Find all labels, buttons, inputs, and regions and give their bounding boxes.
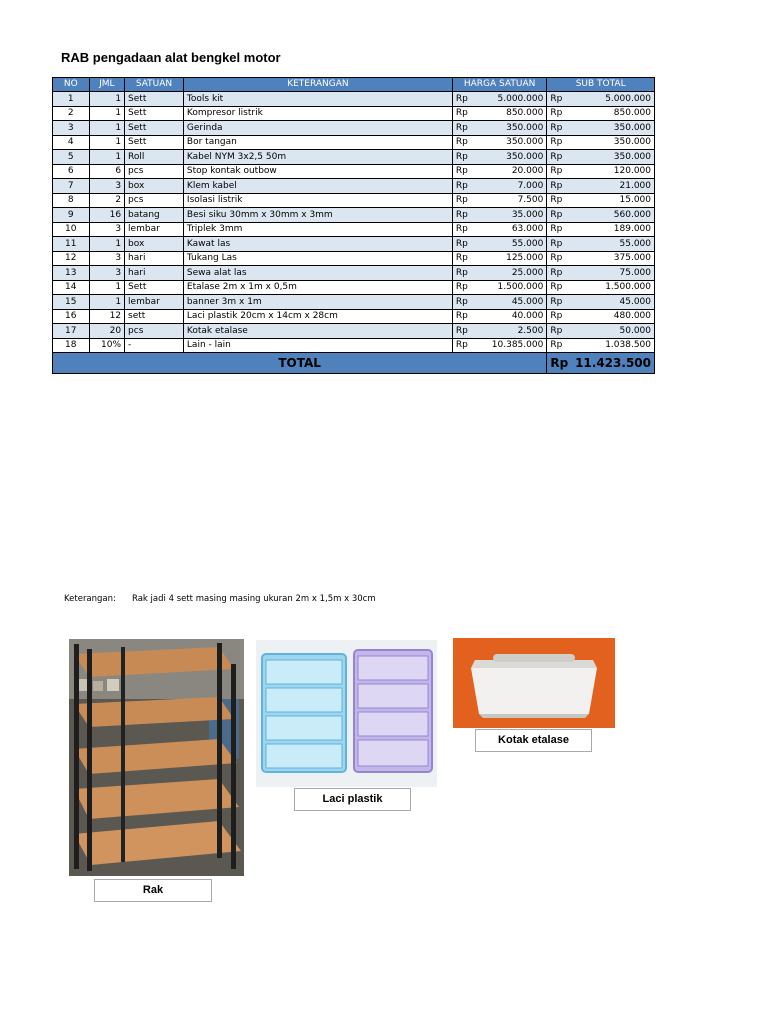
table-total-row <box>53 353 655 374</box>
cell-subtotal-currency: Rp <box>547 208 569 223</box>
cell-harga-satuan: 63.000 <box>475 222 547 237</box>
cell-sub-total: 189.000 <box>569 222 654 237</box>
cell-satuan: - <box>125 338 184 353</box>
table-header-row <box>53 78 655 92</box>
cell-harga-satuan: 40.000 <box>475 309 547 324</box>
cell-jml: 16 <box>89 208 125 223</box>
cell-sub-total: 5.000.000 <box>569 92 654 107</box>
cell-harga-satuan: 350.000 <box>475 135 547 150</box>
table-row <box>53 179 655 194</box>
cell-harga-satuan: 25.000 <box>475 266 547 281</box>
cell-harga-satuan: 7.000 <box>475 179 547 194</box>
cell-no: 3 <box>53 121 90 136</box>
cell-harga-currency: Rp <box>452 266 474 281</box>
cell-harga-currency: Rp <box>452 324 474 339</box>
cell-no: 5 <box>53 150 90 165</box>
header-sub-total: SUB TOTAL <box>547 78 655 92</box>
cell-keterangan: Besi siku 30mm x 30mm x 3mm <box>183 208 452 223</box>
cell-subtotal-currency: Rp <box>547 266 569 281</box>
cell-harga-currency: Rp <box>452 135 474 150</box>
cell-sub-total: 375.000 <box>569 251 654 266</box>
cell-keterangan: banner 3m x 1m <box>183 295 452 310</box>
cell-jml: 3 <box>89 222 125 237</box>
cell-jml: 1 <box>89 295 125 310</box>
cell-harga-currency: Rp <box>452 280 474 295</box>
cell-subtotal-currency: Rp <box>547 222 569 237</box>
cell-no: 13 <box>53 266 90 281</box>
cell-harga-satuan: 35.000 <box>475 208 547 223</box>
cell-keterangan: Tools kit <box>183 92 452 107</box>
cell-subtotal-currency: Rp <box>547 150 569 165</box>
cell-harga-currency: Rp <box>452 251 474 266</box>
kotak-caption: Kotak etalase <box>475 729 592 752</box>
cell-satuan: hari <box>125 266 184 281</box>
cell-jml: 3 <box>89 266 125 281</box>
cell-sub-total: 350.000 <box>569 121 654 136</box>
header-satuan: SATUAN <box>125 78 184 92</box>
cell-subtotal-currency: Rp <box>547 121 569 136</box>
cell-subtotal-currency: Rp <box>547 280 569 295</box>
cell-no: 6 <box>53 164 90 179</box>
note <box>64 594 376 604</box>
cell-sub-total: 45.000 <box>569 295 654 310</box>
cell-satuan: hari <box>125 251 184 266</box>
cell-no: 15 <box>53 295 90 310</box>
cell-harga-satuan: 7.500 <box>475 193 547 208</box>
table-body <box>53 92 655 353</box>
rak-caption: Rak <box>94 879 212 902</box>
cell-satuan: pcs <box>125 193 184 208</box>
cell-sub-total: 480.000 <box>569 309 654 324</box>
cell-harga-currency: Rp <box>452 309 474 324</box>
cell-no: 9 <box>53 208 90 223</box>
cell-subtotal-currency: Rp <box>547 338 569 353</box>
cell-sub-total: 350.000 <box>569 150 654 165</box>
table-row <box>53 164 655 179</box>
cell-keterangan: Triplek 3mm <box>183 222 452 237</box>
cell-sub-total: 1.038.500 <box>569 338 654 353</box>
cell-harga-satuan: 20.000 <box>475 164 547 179</box>
laci-photo <box>256 640 437 787</box>
cell-no: 7 <box>53 179 90 194</box>
cell-keterangan: Kawat las <box>183 237 452 252</box>
cell-harga-currency: Rp <box>452 338 474 353</box>
cell-sub-total: 55.000 <box>569 237 654 252</box>
rak-image <box>69 639 244 876</box>
cell-keterangan: Stop kontak outbow <box>183 164 452 179</box>
header-jml: JML <box>89 78 125 92</box>
cell-jml: 1 <box>89 92 125 107</box>
cell-jml: 12 <box>89 309 125 324</box>
cell-keterangan: Tukang Las <box>183 251 452 266</box>
cell-satuan: lembar <box>125 295 184 310</box>
cell-no: 4 <box>53 135 90 150</box>
table-row <box>53 106 655 121</box>
cell-no: 8 <box>53 193 90 208</box>
kotak-image <box>453 638 615 728</box>
table-row <box>53 338 655 353</box>
cell-harga-satuan: 2.500 <box>475 324 547 339</box>
cell-harga-currency: Rp <box>452 295 474 310</box>
note-text: Rak jadi 4 sett masing masing ukuran 2m x 1,5m x 30cm <box>132 594 376 604</box>
table-row <box>53 309 655 324</box>
table-row <box>53 208 655 223</box>
cell-satuan: lembar <box>125 222 184 237</box>
cell-no: 11 <box>53 237 90 252</box>
note-label: Keterangan: <box>64 594 116 604</box>
laci-caption: Laci plastik <box>294 788 411 811</box>
cell-sub-total: 21.000 <box>569 179 654 194</box>
table-row <box>53 150 655 165</box>
cell-harga-currency: Rp <box>452 222 474 237</box>
rab-table <box>52 77 655 374</box>
cell-harga-currency: Rp <box>452 237 474 252</box>
table-row <box>53 92 655 107</box>
cell-jml: 1 <box>89 135 125 150</box>
cell-no: 1 <box>53 92 90 107</box>
cell-no: 2 <box>53 106 90 121</box>
table-row <box>53 251 655 266</box>
cell-keterangan: Klem kabel <box>183 179 452 194</box>
cell-keterangan: Laci plastik 20cm x 14cm x 28cm <box>183 309 452 324</box>
cell-subtotal-currency: Rp <box>547 309 569 324</box>
cell-harga-satuan: 350.000 <box>475 121 547 136</box>
cell-no: 17 <box>53 324 90 339</box>
cell-harga-currency: Rp <box>452 208 474 223</box>
header-harga-satuan: HARGA SATUAN <box>452 78 546 92</box>
cell-keterangan: Kotak etalase <box>183 324 452 339</box>
cell-harga-currency: Rp <box>452 164 474 179</box>
cell-jml: 3 <box>89 251 125 266</box>
cell-harga-satuan: 5.000.000 <box>475 92 547 107</box>
cell-subtotal-currency: Rp <box>547 324 569 339</box>
cell-sub-total: 1.500.000 <box>569 280 654 295</box>
table-row <box>53 266 655 281</box>
cell-harga-satuan: 45.000 <box>475 295 547 310</box>
cell-sub-total: 15.000 <box>569 193 654 208</box>
cell-sub-total: 850.000 <box>569 106 654 121</box>
laci-image <box>256 640 437 787</box>
cell-satuan: box <box>125 179 184 194</box>
cell-satuan: box <box>125 237 184 252</box>
cell-keterangan: Gerinda <box>183 121 452 136</box>
cell-harga-currency: Rp <box>452 179 474 194</box>
cell-jml: 1 <box>89 150 125 165</box>
cell-keterangan: Sewa alat las <box>183 266 452 281</box>
cell-satuan: pcs <box>125 164 184 179</box>
cell-harga-satuan: 350.000 <box>475 150 547 165</box>
cell-jml: 1 <box>89 106 125 121</box>
cell-harga-currency: Rp <box>452 121 474 136</box>
cell-satuan: sett <box>125 309 184 324</box>
cell-keterangan: Kabel NYM 3x2,5 50m <box>183 150 452 165</box>
cell-harga-currency: Rp <box>452 193 474 208</box>
cell-satuan: Sett <box>125 121 184 136</box>
cell-jml: 3 <box>89 179 125 194</box>
total-label: TOTAL <box>53 353 547 374</box>
cell-sub-total: 120.000 <box>569 164 654 179</box>
cell-sub-total: 50.000 <box>569 324 654 339</box>
table-row <box>53 295 655 310</box>
cell-satuan: Roll <box>125 150 184 165</box>
table-row <box>53 135 655 150</box>
cell-keterangan: Bor tangan <box>183 135 452 150</box>
cell-satuan: Sett <box>125 106 184 121</box>
cell-subtotal-currency: Rp <box>547 193 569 208</box>
cell-subtotal-currency: Rp <box>547 106 569 121</box>
table-row <box>53 121 655 136</box>
cell-jml: 1 <box>89 121 125 136</box>
cell-subtotal-currency: Rp <box>547 237 569 252</box>
cell-harga-satuan: 1.500.000 <box>475 280 547 295</box>
cell-sub-total: 560.000 <box>569 208 654 223</box>
header-keterangan: KETERANGAN <box>183 78 452 92</box>
total-currency: Rp <box>547 353 569 374</box>
table-row <box>53 222 655 237</box>
cell-no: 14 <box>53 280 90 295</box>
cell-subtotal-currency: Rp <box>547 179 569 194</box>
cell-no: 12 <box>53 251 90 266</box>
cell-harga-currency: Rp <box>452 92 474 107</box>
rak-photo <box>69 639 244 876</box>
cell-satuan: pcs <box>125 324 184 339</box>
cell-keterangan: Kompresor listrik <box>183 106 452 121</box>
cell-harga-currency: Rp <box>452 106 474 121</box>
table-row <box>53 193 655 208</box>
total-value: 11.423.500 <box>569 353 654 374</box>
cell-no: 10 <box>53 222 90 237</box>
cell-no: 16 <box>53 309 90 324</box>
cell-satuan: Sett <box>125 135 184 150</box>
cell-subtotal-currency: Rp <box>547 164 569 179</box>
cell-subtotal-currency: Rp <box>547 295 569 310</box>
cell-keterangan: Etalase 2m x 1m x 0,5m <box>183 280 452 295</box>
table-row <box>53 237 655 252</box>
page-title: RAB pengadaan alat bengkel motor <box>61 50 281 65</box>
cell-jml: 2 <box>89 193 125 208</box>
cell-keterangan: Isolasi listrik <box>183 193 452 208</box>
cell-sub-total: 75.000 <box>569 266 654 281</box>
cell-subtotal-currency: Rp <box>547 92 569 107</box>
cell-harga-satuan: 55.000 <box>475 237 547 252</box>
cell-harga-satuan: 10.385.000 <box>475 338 547 353</box>
cell-sub-total: 350.000 <box>569 135 654 150</box>
cell-harga-currency: Rp <box>452 150 474 165</box>
cell-harga-satuan: 850.000 <box>475 106 547 121</box>
cell-harga-satuan: 125.000 <box>475 251 547 266</box>
cell-jml: 1 <box>89 280 125 295</box>
kotak-photo <box>453 638 615 728</box>
cell-subtotal-currency: Rp <box>547 135 569 150</box>
cell-jml: 6 <box>89 164 125 179</box>
cell-satuan: Sett <box>125 92 184 107</box>
header-no: NO <box>53 78 90 92</box>
cell-jml: 1 <box>89 237 125 252</box>
cell-jml: 20 <box>89 324 125 339</box>
cell-subtotal-currency: Rp <box>547 251 569 266</box>
table-row <box>53 324 655 339</box>
cell-satuan: batang <box>125 208 184 223</box>
cell-satuan: Sett <box>125 280 184 295</box>
cell-jml: 10% <box>89 338 125 353</box>
cell-keterangan: Lain - lain <box>183 338 452 353</box>
table-row <box>53 280 655 295</box>
cell-no: 18 <box>53 338 90 353</box>
